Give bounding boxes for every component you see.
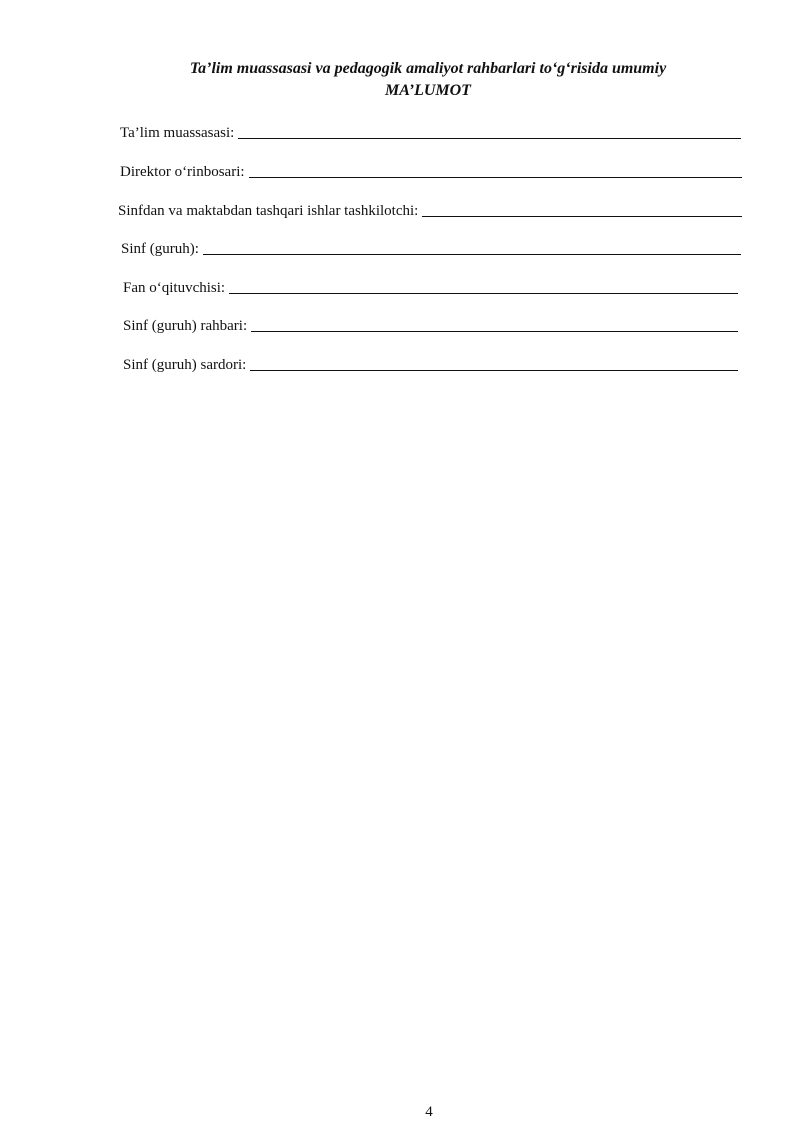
field-label: Sinf (guruh):	[121, 241, 199, 257]
field-label: Fan o‘qituvchisi:	[123, 280, 226, 296]
page-number: 4	[425, 1104, 433, 1120]
fill-in-line	[250, 370, 738, 371]
field-label: Ta’lim muassasasi:	[120, 125, 235, 141]
field-sinf-guruh	[121, 238, 741, 258]
field-label: Sinf (guruh) sardori:	[123, 357, 247, 373]
fill-in-line	[251, 331, 738, 332]
field-direktor-orinbosari	[120, 161, 742, 181]
field-label: Direktor o‘rinbosari:	[120, 164, 245, 180]
field-sinf-rahbari	[123, 315, 738, 335]
fill-in-line	[249, 177, 742, 178]
document-title-line1: Ta’lim muassasasi va pedagogik amaliyot rahbarlari to‘g‘risida umumiy	[189, 60, 667, 77]
field-label: Sinf (guruh) rahbari:	[123, 318, 248, 334]
field-talim-muassasasi	[120, 122, 741, 142]
fill-in-line	[203, 254, 741, 255]
fill-in-line	[238, 138, 741, 139]
fill-in-line	[229, 293, 738, 294]
field-fan-oqituvchisi	[123, 277, 738, 297]
field-label: Sinfdan va maktabdan tashqari ishlar tashkilotchi:	[118, 203, 419, 219]
document-title-line2: MA’LUMOT	[385, 82, 471, 99]
field-sinf-sardori	[123, 354, 738, 374]
fill-in-line	[422, 216, 742, 217]
field-tashkilotchi	[118, 200, 742, 220]
